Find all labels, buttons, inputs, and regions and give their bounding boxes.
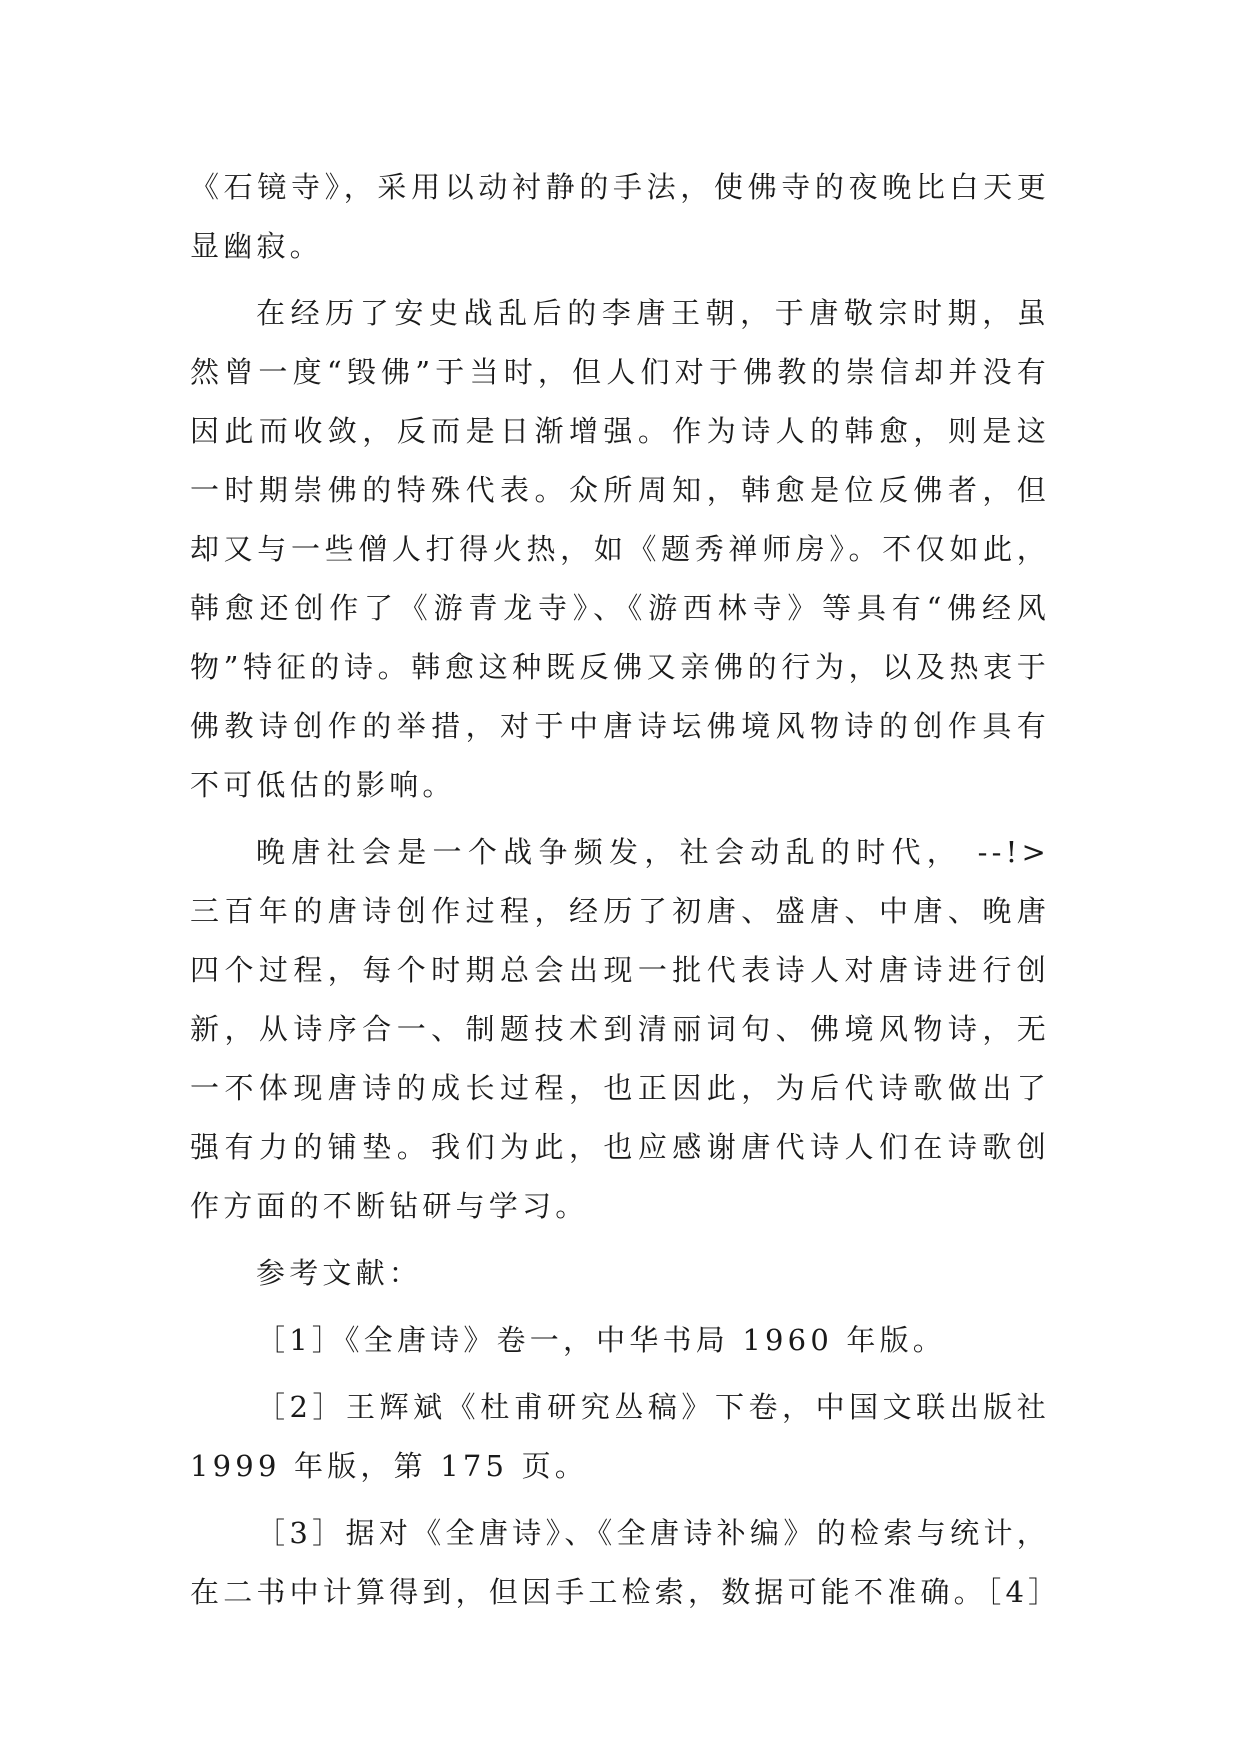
reference-2: ［2］王辉斌《杜甫研究丛稿》下卷，中国文联出版社 1999 年版，第 175 页。 [190, 1390, 1050, 1483]
paragraph-2: 在经历了安史战乱后的李唐王朝，于唐敬宗时期，虽然曾一度“毁佛”于当时，但人们对于佛教的崇信却并没有因此而收敛，反而是日渐增强。作为诗人的韩愈，则是这一时期崇佛的特殊代表。众所周知，韩愈是位反佛者，但却又与一些僧人打得火热，如《题秀禅师房》。不仅如此，韩愈还创作了《游青龙寺》、《游西林寺》等具有“佛经风物”特征的诗。韩愈这种既反佛又亲佛的行为，以及热衷于佛教诗创作的举措，对于中唐诗坛佛境风物诗的创作具有不可低估的影响。 [190, 296, 1050, 802]
paragraph-1: 《石镜寺》，采用以动衬静的手法，使佛寺的夜晚比白天更显幽寂。 [190, 170, 1050, 263]
paragraph-3: 晚唐社会是一个战争频发，社会动乱的时代， --!> 三百年的唐诗创作过程，经历了初唐、盛唐、中唐、晚唐四个过程，每个时期总会出现一批代表诗人对唐诗进行创新，从诗序合一、制题技术到清丽词句、佛境风物诗，无一不体现唐诗的成长过程，也正因此，为后代诗歌做出了强有力的铺垫。我们为此，也应感谢唐代诗人们在诗歌创作方面的不断钻研与学习。 [190, 835, 1050, 1223]
document-body [190, 158, 1062, 1622]
reference-1: ［1］《全唐诗》卷一，中华书局 1960 年版。 [256, 1323, 946, 1357]
reference-3: ［3］据对《全唐诗》、《全唐诗补编》的检索与统计，在二书中计算得到，但因手工检索，数据可能不准确。［4］ [190, 1516, 1062, 1609]
references-label: 参考文献： [256, 1256, 423, 1290]
